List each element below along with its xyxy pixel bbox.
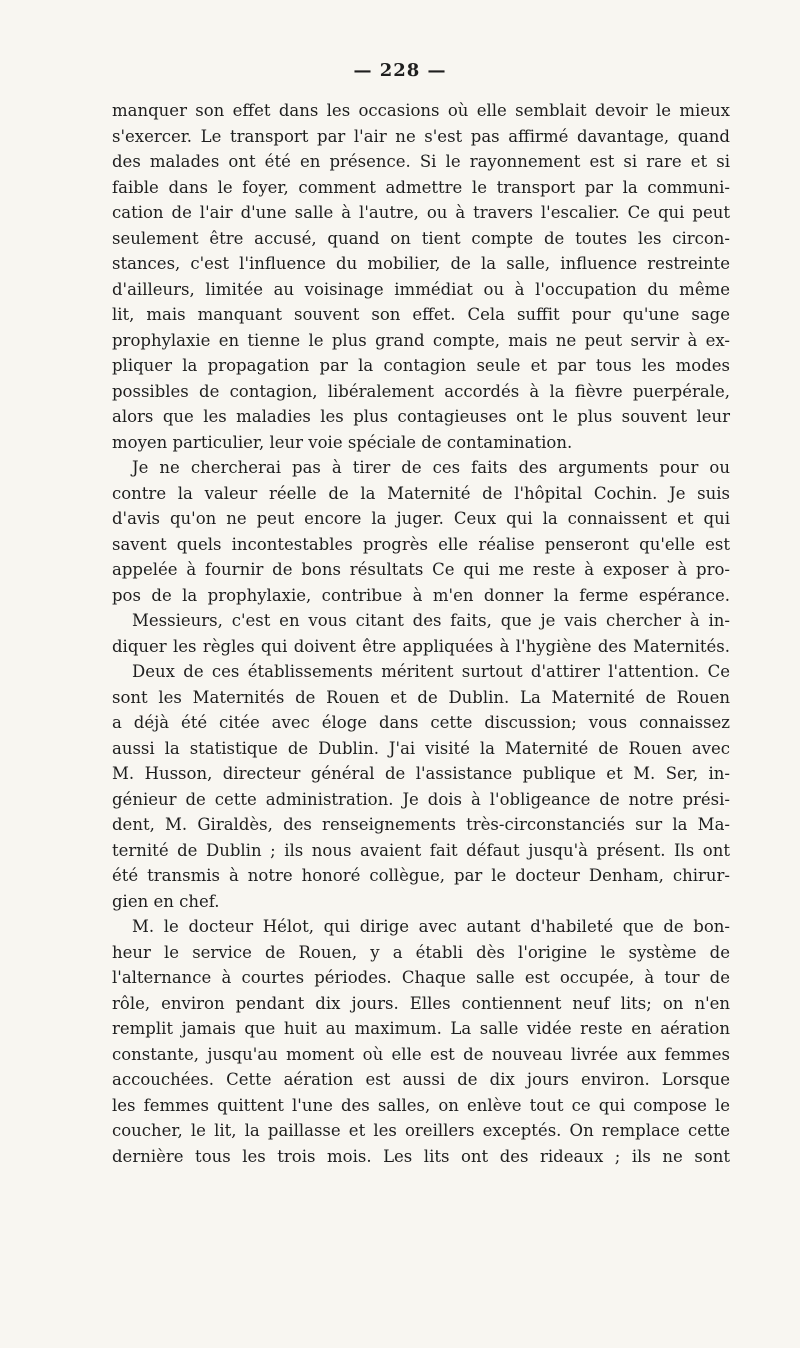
text-line: coucher, le lit, la paillasse et les oreillers exceptés. On remplace cette — [112, 1121, 730, 1140]
text-line: Je ne chercherai pas à tirer de ces faits des arguments pour ou — [132, 458, 730, 477]
text-line: pos de la prophylaxie, contribue à m'en donner la ferme espérance. — [112, 585, 730, 605]
text-line: faible dans le foyer, comment admettre le transport par la communi- — [112, 177, 730, 197]
text-line: manquer son effet dans les occasions où elle semblait devoir le mieux — [112, 101, 730, 120]
text-line: dent, M. Giraldès, des renseignements très-circonstanciés sur la Ma- — [112, 815, 730, 834]
text-line: des malades ont été en présence. Si le rayonnement est si rare et si — [112, 152, 730, 171]
text-line: stances, c'est l'influence du mobilier, de la salle, influence restreinte — [112, 254, 730, 273]
text-line: M. Husson, directeur général de l'assistance publique et M. Ser, in- — [112, 764, 730, 783]
text-line: pliquer la propagation par la contagion seule et par tous les modes — [112, 356, 730, 375]
text-line: l'alternance à courtes périodes. Chaque salle est occupée, à tour de — [112, 968, 730, 987]
text-line: d'ailleurs, limitée au voisinage immédiat ou à l'occupation du même — [112, 279, 730, 299]
text-line: sont les Maternités de Rouen et de Dublin. La Maternité de Rouen — [112, 687, 730, 707]
text-line: contre la valeur réelle de la Maternité de l'hôpital Cochin. Je suis — [112, 483, 730, 503]
text-line: a déjà été citée avec éloge dans cette discussion; vous connaissez — [112, 713, 730, 732]
text-line: remplit jamais que huit au maximum. La salle vidée reste en aération — [112, 1019, 730, 1038]
text-line: génieur de cette administration. Je dois à l'obligeance de notre prési- — [112, 789, 730, 809]
text-line: été transmis à notre honoré collègue, par le docteur Denham, chirur- — [112, 866, 730, 885]
text-line: alors que les maladies les plus contagieuses ont le plus souvent leur — [112, 407, 730, 426]
text-line: M. le docteur Hélot, qui dirige avec autant d'habileté que de bon- — [132, 917, 730, 936]
text-line: moyen particulier, leur voie spéciale de contamination. — [112, 432, 573, 452]
text-line: gien en chef. — [112, 891, 220, 911]
page-number: — 228 — — [353, 60, 447, 81]
text-line: possibles de contagion, libéralement accordés à la fièvre puerpérale, — [112, 381, 730, 401]
text-line: prophylaxie en tienne le plus grand compte, mais ne peut servir à ex- — [112, 330, 730, 350]
text-line: cation de l'air d'une salle à l'autre, ou à travers l'escalier. Ce qui peut — [112, 203, 730, 222]
text-line: rôle, environ pendant dix jours. Elles contiennent neuf lits; on n'en — [112, 993, 730, 1013]
body-text — [112, 98, 730, 1169]
text-line: diquer les règles qui doivent être appliquées à l'hygiène des Maternités. — [112, 636, 730, 656]
text-line: Messieurs, c'est en vous citant des faits, que je vais chercher à in- — [132, 611, 730, 630]
text-line: Deux de ces établissements méritent surtout d'attirer l'attention. Ce — [132, 662, 730, 681]
text-line: d'avis qu'on ne peut encore la juger. Ceux qui la connaissent et qui — [112, 509, 730, 528]
text-line: heur le service de Rouen, y a établi dès l'origine le système de — [112, 942, 730, 962]
text-line: savent quels incontestables progrès elle réalise penseront qu'elle est — [112, 534, 730, 554]
text-line: s'exercer. Le transport par l'air ne s'est pas affirmé davantage, quand — [112, 126, 730, 146]
text-line: aussi la statistique de Dublin. J'ai visité la Maternité de Rouen avec — [112, 738, 730, 758]
text-line: lit, mais manquant souvent son effet. Cela suffit pour qu'une sage — [112, 305, 730, 324]
text-line: ternité de Dublin ; ils nous avaient fait défaut jusqu'à présent. Ils ont — [112, 840, 730, 860]
text-line: appelée à fournir de bons résultats Ce qui me reste à exposer à pro- — [112, 560, 730, 579]
text-line: dernière tous les trois mois. Les lits ont des rideaux ; ils ne sont — [112, 1146, 730, 1166]
text-line: seulement être accusé, quand on tient compte de toutes les circon- — [112, 228, 730, 248]
text-line: constante, jusqu'au moment où elle est de nouveau livrée aux femmes — [112, 1044, 730, 1064]
text-line: les femmes quittent l'une des salles, on enlève tout ce qui compose le — [112, 1095, 730, 1115]
text-line: accouchées. Cette aération est aussi de dix jours environ. Lorsque — [112, 1070, 730, 1089]
